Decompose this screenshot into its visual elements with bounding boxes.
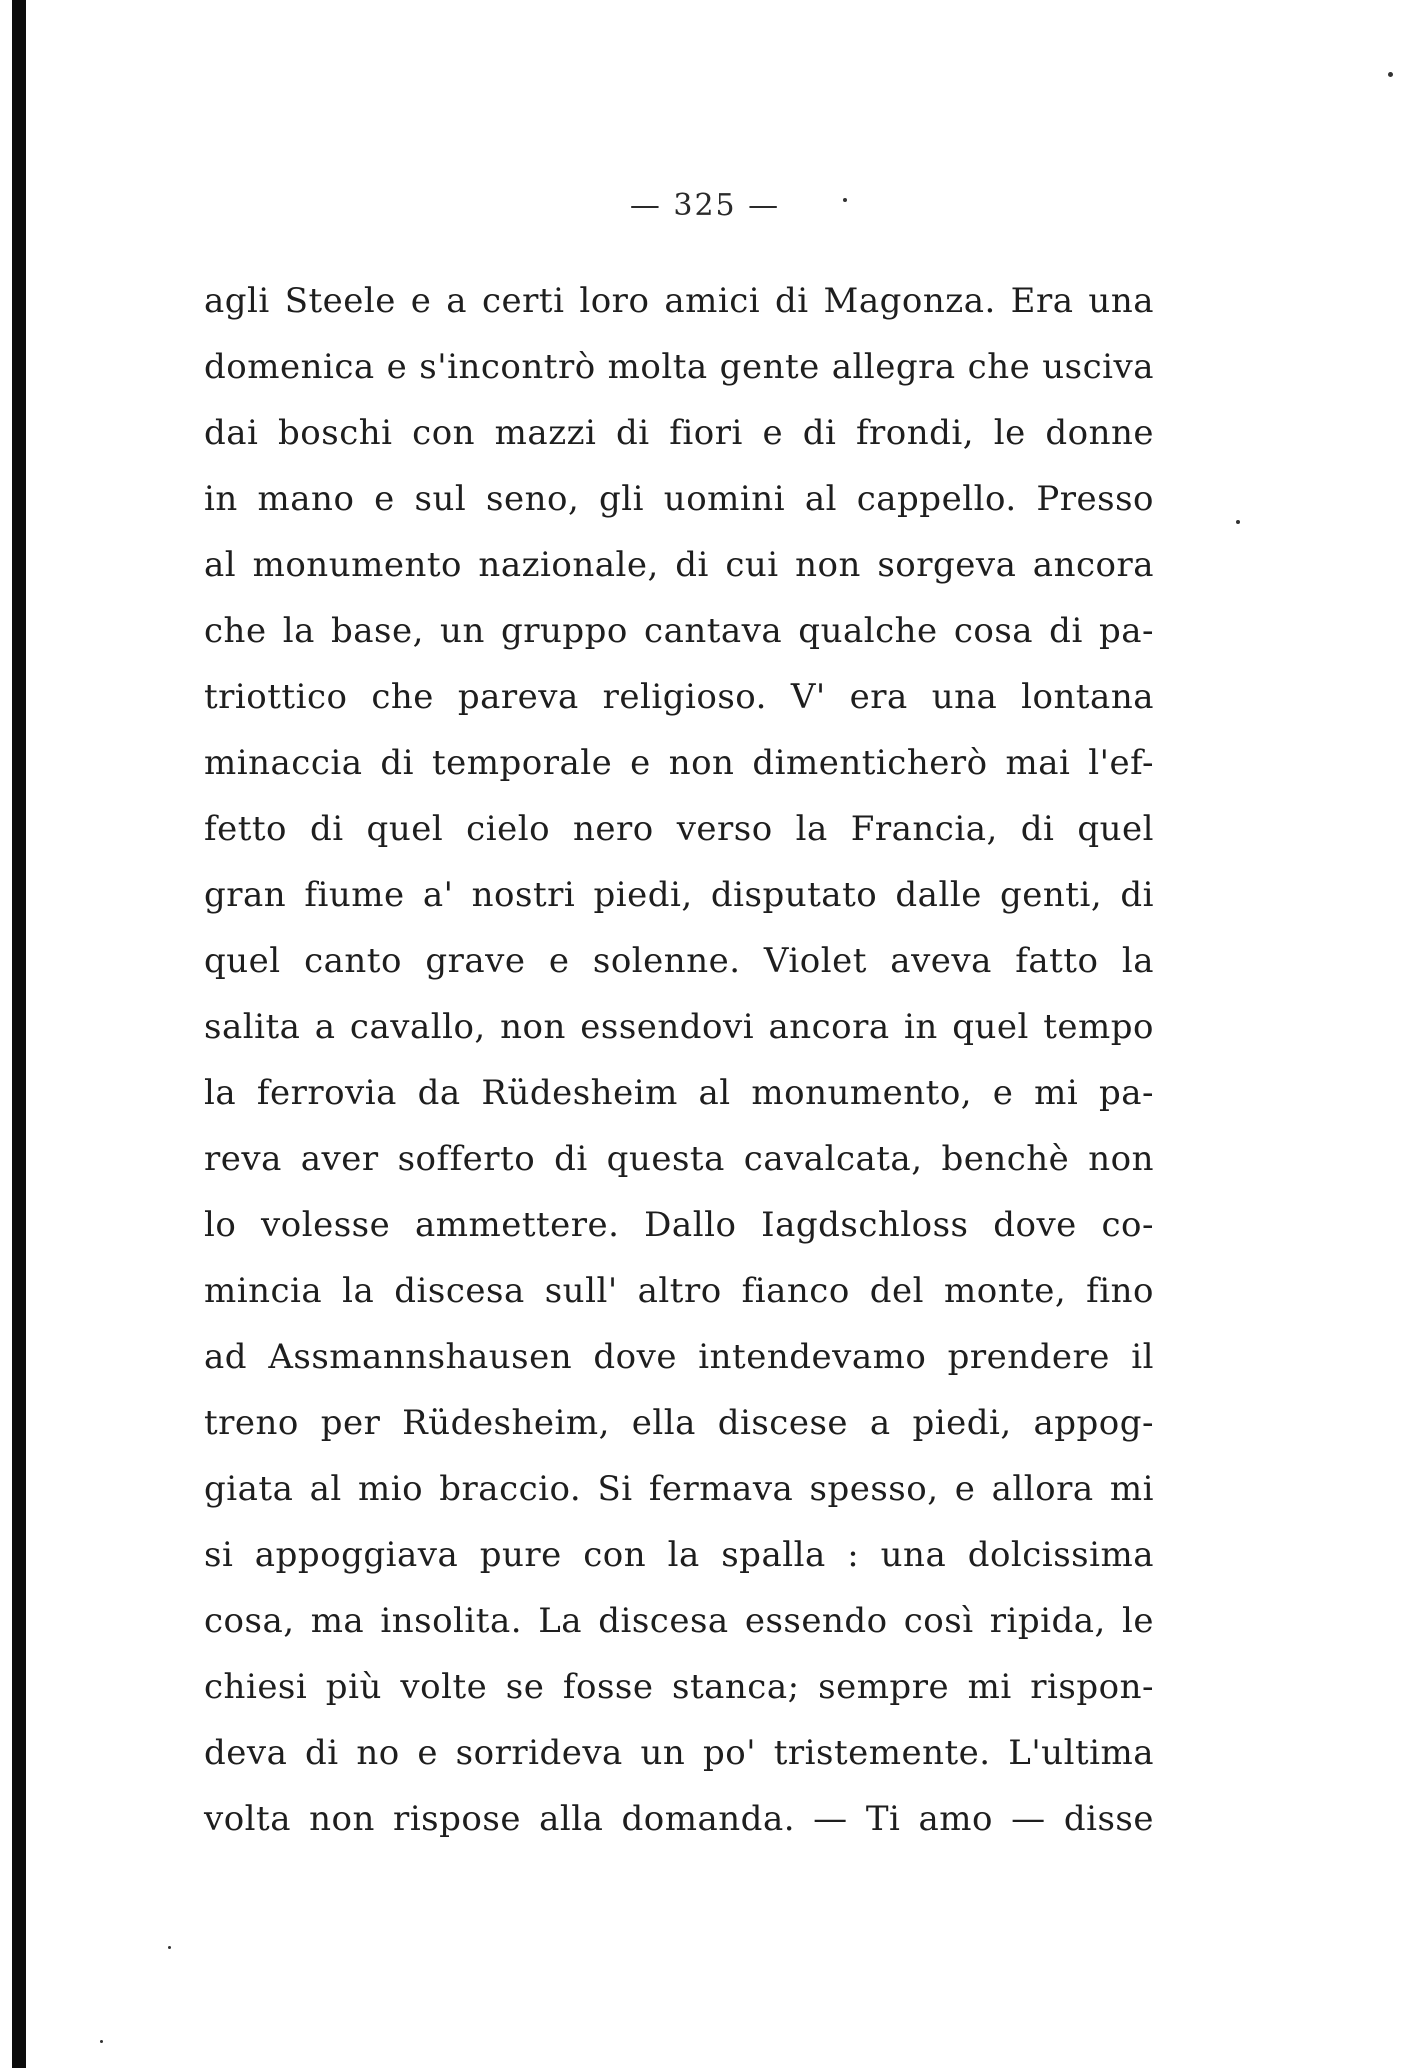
text-line: reva aver sofferto di questa cavalcata, benchè non	[204, 1139, 1154, 1179]
page-number: — 325 —	[629, 188, 781, 223]
text-line: deva di no e sorrideva un po' tristemente. L'ultima	[204, 1733, 1154, 1773]
text-line: fetto di quel cielo nero verso la Francia, di quel	[204, 809, 1154, 849]
text-line: treno per Rüdesheim, ella discese a piedi, appog-	[204, 1403, 1154, 1443]
scan-speck	[100, 2040, 103, 2043]
text-line: triottico che pareva religioso. V' era una lontana	[204, 677, 1154, 717]
text-line: gran fiume a' nostri piedi, disputato dalle genti, di	[204, 875, 1154, 915]
text-line: che la base, un gruppo cantava qualche cosa di pa-	[204, 611, 1154, 651]
text-line: agli Steele e a certi loro amici di Magonza. Era una	[204, 281, 1154, 321]
text-line: volta non rispose alla domanda. — Ti amo — disse	[204, 1799, 1154, 1839]
text-line: in mano e sul seno, gli uomini al cappello. Presso	[204, 479, 1154, 519]
text-line: dai boschi con mazzi di fiori e di frondi, le donne	[204, 413, 1154, 453]
text-line: minaccia di temporale e non dimenticherò mai l'ef-	[204, 743, 1154, 783]
text-line: ad Assmannshausen dove intendevamo prendere il	[204, 1337, 1154, 1377]
body-text	[204, 268, 1154, 1852]
text-line: domenica e s'incontrò molta gente allegra che usciva	[204, 347, 1154, 387]
text-line: salita a cavallo, non essendovi ancora in quel tempo	[204, 1007, 1154, 1047]
text-line: quel canto grave e solenne. Violet aveva fatto la	[204, 941, 1154, 981]
text-line: mincia la discesa sull' altro fianco del monte, fino	[204, 1271, 1154, 1311]
text-line: lo volesse ammettere. Dallo Iagdschloss dove co-	[204, 1205, 1154, 1245]
scan-speck	[1236, 520, 1240, 524]
text-line: cosa, ma insolita. La discesa essendo così ripida, le	[204, 1601, 1154, 1641]
text-line: chiesi più volte se fosse stanca; sempre mi rispon-	[204, 1667, 1154, 1707]
scan-speck	[1388, 72, 1393, 77]
scan-speck	[168, 1946, 171, 1949]
text-line: si appoggiava pure con la spalla : una dolcissima	[204, 1535, 1154, 1575]
text-line: giata al mio braccio. Si fermava spesso, e allora mi	[204, 1469, 1154, 1509]
text-line: al monumento nazionale, di cui non sorgeva ancora	[204, 545, 1154, 585]
scan-edge-bar	[12, 0, 26, 2068]
text-line: la ferrovia da Rüdesheim al monumento, e mi pa-	[204, 1073, 1154, 1113]
